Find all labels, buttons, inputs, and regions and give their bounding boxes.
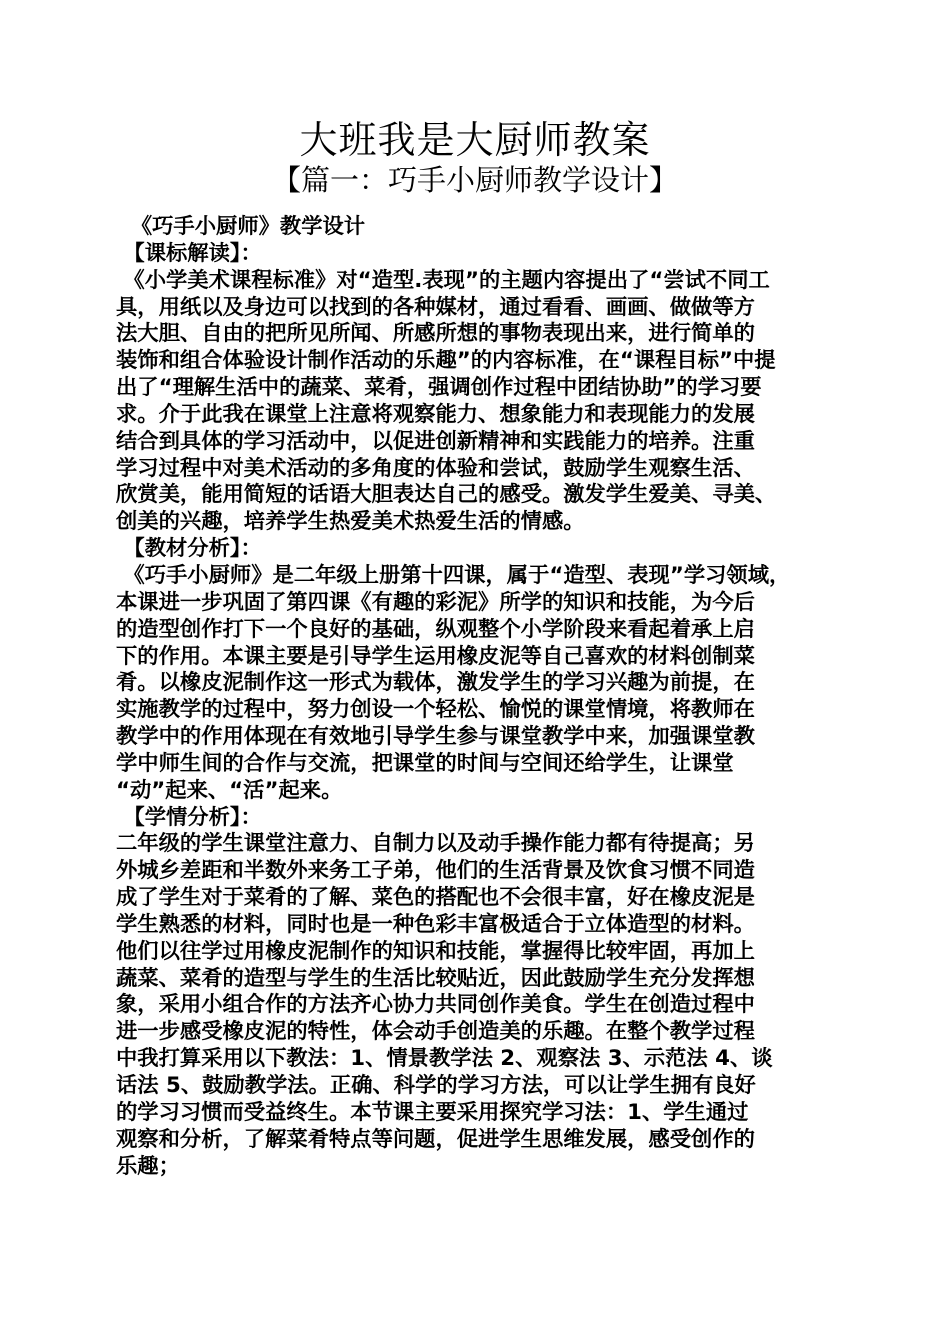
body-line: 学习过程中对美术活动的多角度的体验和尝试，鼓励学生观察生活、 — [116, 455, 755, 481]
document-body — [116, 214, 840, 1180]
body-line: 乐趣； — [116, 1153, 180, 1179]
body-line: 成了学生对于菜肴的了解、菜色的搭配也不会很丰富，好在橡皮泥是 — [116, 885, 755, 911]
body-line: 学生熟悉的材料，同时也是一种色彩丰富极适合于立体造型的材料。 — [116, 911, 755, 937]
body-line: 具，用纸以及身边可以找到的各种媒材，通过看看、画画、做做等方 — [116, 294, 755, 320]
body-line: 蔬菜、菜肴的造型与学生的生活比较贴近，因此鼓励学生充分发挥想 — [116, 965, 755, 991]
body-line: 《小学美术课程标准》对“造型.表现”的主题内容提出了“尝试不同工 — [116, 267, 770, 293]
body-line: 装饰和组合体验设计制作活动的乐趣”的内容标准，在“课程目标”中提 — [116, 348, 776, 374]
body-line: 教学中的作用体现在有效地引导学生参与课堂教学中来，加强课堂教 — [116, 724, 755, 750]
body-line: 《巧手小厨师》教学设计 — [116, 214, 366, 239]
body-line: 的造型创作打下一个良好的基础，纵观整个小学阶段来看起着承上启 — [116, 616, 755, 642]
body-line: 的学习习惯而受益终生。本节课主要采用探究学习法：1、学生通过 — [116, 1099, 749, 1125]
body-line: 他们以往学过用橡皮泥制作的知识和技能，掌握得比较牢固，再加上 — [116, 938, 755, 964]
body-line: 话法 5、鼓励教学法。正确、科学的学习方法，可以让学生拥有良好 — [116, 1073, 756, 1098]
body-line: 法大胆、自由的把所见所闻、所感所想的事物表现出来，进行简单的 — [116, 321, 755, 347]
body-line: 实施教学的过程中，努力创设一个轻松、愉悦的课堂情境，将教师在 — [116, 697, 755, 723]
body-line: 外城乡差距和半数外来务工子弟，他们的生活背景及饮食习惯不同造 — [116, 858, 755, 884]
body-line: 【学情分析】： — [116, 804, 262, 830]
body-line: 象，采用小组合作的方法齐心协力共同创作美食。学生在创造过程中 — [116, 992, 755, 1018]
document-subtitle: 【篇一：巧手小厨师教学设计】 — [271, 163, 678, 197]
body-line: 《巧手小厨师》是二年级上册第十四课，属于“造型、表现”学习领域， — [116, 562, 791, 588]
body-line: 观察和分析，了解菜肴特点等问题，促进学生思维发展，感受创作的 — [116, 1126, 755, 1152]
body-line: “动”起来、“活”起来。 — [116, 777, 343, 803]
body-line: 【课标解读】： — [116, 240, 262, 266]
body-line: 进一步感受橡皮泥的特性，体会动手创造美的乐趣。在整个教学过程 — [116, 1019, 755, 1045]
body-line: 【教材分析】： — [116, 536, 262, 562]
body-line: 下的作用。本课主要是引导学生运用橡皮泥等自己喜欢的材料创制菜 — [116, 643, 755, 669]
body-line: 出了“理解生活中的蔬菜、菜肴，强调创作过程中团结协助”的学习要 — [116, 375, 762, 401]
body-line: 二年级的学生课堂注意力、自制力以及动手操作能力都有待提高；另 — [116, 831, 755, 857]
body-line: 本课进一步巩固了第四课《有趣的彩泥》所学的知识和技能，为今后 — [116, 589, 755, 615]
body-line: 学中师生间的合作与交流，把课堂的时间与空间还给学生，让课堂 — [116, 750, 734, 776]
document-title: 大班我是大厨师教案 — [299, 118, 651, 162]
body-line: 求。介于此我在课堂上注意将观察能力、想象能力和表现能力的发展 — [116, 401, 755, 427]
body-line: 结合到具体的学习活动中，以促进创新精神和实践能力的培养。注重 — [116, 428, 755, 454]
body-line: 欣赏美，能用简短的话语大胆表达自己的感受。激发学生爱美、寻美、 — [116, 482, 777, 508]
body-line: 创美的兴趣，培养学生热爱美术热爱生活的情感。 — [116, 509, 585, 535]
body-line: 肴。以橡皮泥制作这一形式为载体，激发学生的学习兴趣为前提，在 — [116, 670, 755, 696]
body-line: 中我打算采用以下教法：1、情景教学法 2、观察法 3、示范法 4、谈 — [116, 1046, 773, 1072]
